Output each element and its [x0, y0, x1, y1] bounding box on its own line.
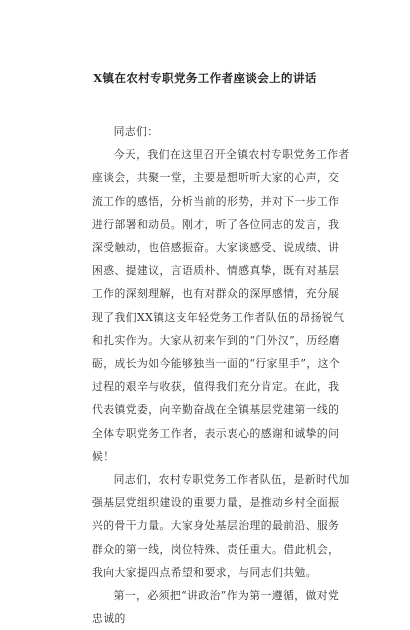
document-body — [92, 120, 350, 630]
paragraph-3: 第一，必须把“讲政治”作为第一遵循，做对党忠诚的 — [92, 589, 340, 626]
paragraph-1: 今天，我们在这里召开全镇农村专职党务工作者座谈会，共聚一堂，主要是想听听大家的心声，交流工作的感悟，分析当前的形势，并对下一步工作进行部署和动员。刚才，听了各位同志的发言，我深受触动，也倍感振奋。大家谈感受、说成绩、讲困惑、提建议，言语质朴、情感真挚，既有对基层工作的深刻理解，也有对群众的深厚感情，充分展现了我们XX镇这支年轻党务工作者队伍的昂扬锐气和扎实作为。大家从初来乍到的“门外汉”，历经磨砺，成长为如今能够独当一面的“行家里手”，这个过程的艰辛与收获，值得我们充分肯定。在此，我代表镇党委，向辛勤奋战在全镇基层党建第一线的全体专职党务工作者，表示衷心的感谢和诚挚的问候！ — [92, 148, 350, 463]
paragraph-2: 同志们，农村专职党务工作者队伍，是新时代加强基层党组织建设的重要力量，是推动乡村全面振兴的骨干力量。大家身处基层治理的最前沿、服务群众的第一线，岗位特殊、责任重大。借此机会，我向大家提四点希望和要求，与同志们共勉。 — [92, 473, 350, 579]
document-title: X镇在农村专职党务工作者座谈会上的讲话 — [93, 71, 317, 85]
greeting: 同志们： — [113, 125, 159, 138]
